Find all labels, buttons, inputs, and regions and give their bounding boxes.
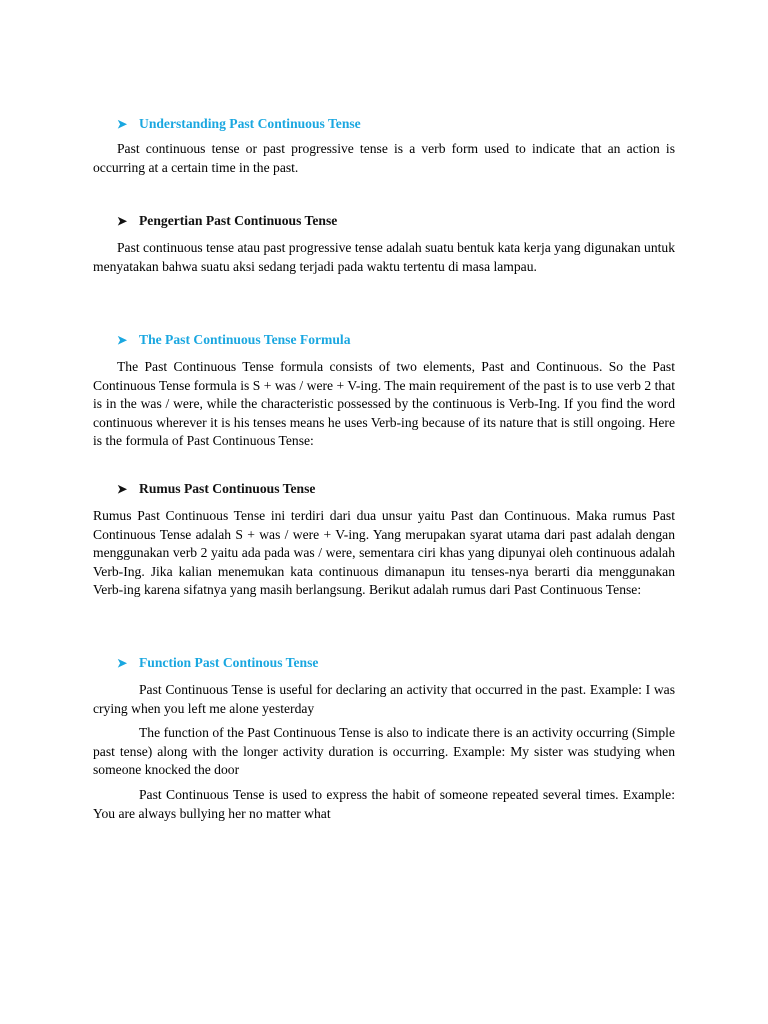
paragraph: The Past Continuous Tense formula consists of two elements, Past and Continuous. So the Past Continuous Tense formula is S + was / were + V-ing. The main requirement of the past is to use verb 2 that is in the was / were, while the characteristic possessed by the continuous is Verb-Ing. If you find the word continuous wherever it is his tenses means he uses Verb-ing because of its nature that is still ongoing. Here is the formula of Past Continuous Tense:	[93, 359, 675, 449]
section-heading	[117, 212, 675, 230]
paragraph: Past continuous tense or past progressive tense is a verb form used to indicate that an action is occurring at a certain time in the past.	[93, 141, 675, 175]
arrow-bullet-icon: ➤	[117, 333, 128, 347]
heading-text: The Past Continuous Tense Formula	[139, 332, 351, 347]
section-pengertian	[93, 212, 675, 276]
section-heading	[117, 115, 675, 133]
section-heading	[117, 654, 675, 672]
paragraph: Rumus Past Continuous Tense ini terdiri dari dua unsur yaitu Past dan Continuous. Maka rumus Past Continuous Tense adalah S + was / were + V-ing. Yang merupakan syarat utama dari past adalah dengan menggunakan verb 2 yaitu ada pada was / were, sementara ciri khas yang dipunyai oleh continuous adalah Verb-Ing. Jika kalian menemukan kata continuous dimanapun itu tenses-nya berarti dia menggunakan Verb-ing karena sifatnya yang masih berlangsung. Berikut adalah rumus dari Past Continuous Tense:	[93, 508, 675, 598]
paragraph: Past Continuous Tense is used to express the habit of someone repeated several times. Example: You are always bullying her no matter what	[93, 786, 675, 821]
arrow-bullet-icon: ➤	[117, 117, 128, 131]
section-heading	[117, 480, 675, 498]
arrow-bullet-icon: ➤	[117, 656, 128, 670]
heading-text: Rumus Past Continuous Tense	[139, 481, 316, 496]
section-understanding	[93, 115, 675, 177]
arrow-bullet-icon: ➤	[117, 214, 128, 228]
section-rumus	[93, 480, 675, 600]
document-page	[93, 0, 675, 1024]
paragraph: The function of the Past Continuous Tense is also to indicate there is an activity occurring (Simple past tense) along with the longer activity duration is occurring. Example: My sister was studying when someone knocked the door	[93, 725, 675, 778]
section-function	[93, 654, 675, 823]
arrow-bullet-icon: ➤	[117, 482, 128, 496]
heading-text: Function Past Continous Tense	[139, 655, 319, 670]
paragraph: Past continuous tense atau past progressive tense adalah suatu bentuk kata kerja yang digunakan untuk menyatakan bahwa suatu aksi sedang terjadi pada waktu tertentu di masa lampau.	[93, 240, 675, 274]
section-heading	[117, 331, 675, 349]
paragraph: Past Continuous Tense is useful for declaring an activity that occurred in the past. Example: I was crying when you left me alone yesterday	[93, 682, 675, 716]
heading-text: Understanding Past Continuous Tense	[139, 116, 361, 131]
section-formula	[93, 331, 675, 451]
heading-text: Pengertian Past Continuous Tense	[139, 213, 338, 228]
